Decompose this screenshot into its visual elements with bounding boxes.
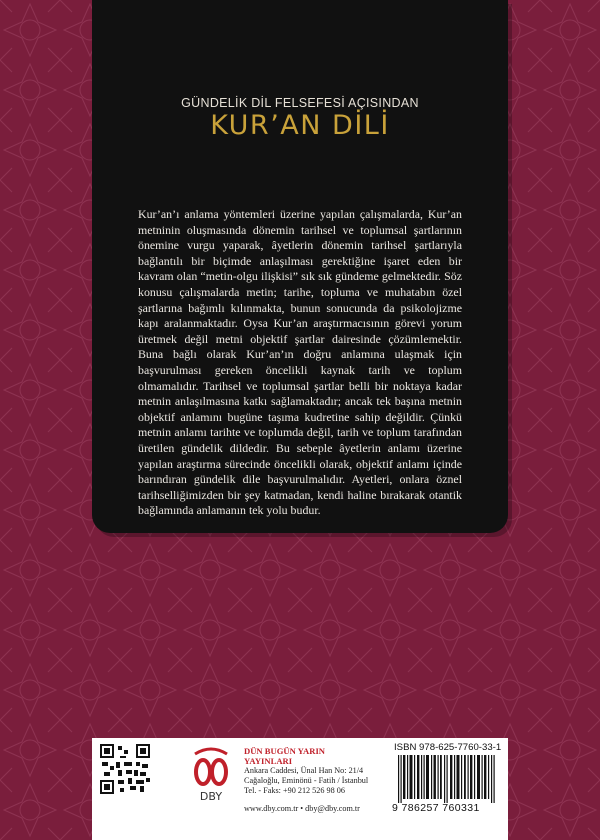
blurb-paragraph: Kur’an’ı anlama yöntemleri üzerine yapılan çalışmalarda, Kur’an metninin oluşmasında dönemin tarihsel ve toplumsal şartlarının önemine vurgu yaparak, âyetlerin dönemin tarihsel şartlarıyla bağlantılı bir biçimde anlaşılması gerektiğine işaret eden bir kavram olan “metin-olgu ilişkisi” sık sık gündeme gelmektedir. Söz konusu çalışmalarda metin; tarihe, topluma ve muhatabın özel şartlarına bağımlı kılınmakta, bunun sonucunda da psikolojizme kapı aralanmaktadır. Oysa Kur’an araştırmacısının görevi yorum üretmek değil metni objektif şartlar dairesinde çözümlemektir. Buna bağlı olarak Kur’an’ın doğru anlamına ulaşmak için başvurulması gereken öncelikli kaynak tarih ve toplum olmamalıdır. Tarihsel ve toplumsal şartlar belli bir noktaya kadar metnin anlaşılmasına katkı sağlamaktadır; ancak tek başına metnin objektif anlamını bugüne taşıma kudretine sahip değildir. Çünkü metnin anlamı tarihte ve toplumda değil, tarih ve toplum tarafından üretilen gündelik dildedir. Bu sebeple âyetlerin anlamı üzerine yapılan araştırma sürecinde öncelikli olarak, objektif anlamı içinde barındıran gündelik dile başvurulmalıdır. Ayetleri, onlara öznel tarihselliğimizden bir şey katmadan, kendi haline bırakarak otantik bağlamında anlamanın tek yolu budur.: [138, 207, 462, 518]
publisher-name: DÜN BUGÜN YARIN YAYINLARI: [244, 746, 326, 766]
publisher-details: [244, 746, 374, 814]
publisher-phone: Tel. - Faks: +90 212 526 98 06: [244, 786, 345, 795]
book-title: KUR’AN DİLİ: [210, 110, 390, 141]
back-cover-panel: [92, 0, 508, 533]
isbn-label: ISBN 978-625-7760-33-1: [394, 742, 502, 753]
publisher-info-strip: [92, 738, 508, 840]
logo-text: DBY: [199, 790, 223, 803]
publisher-address-line-1: Ankara Caddesi, Ünal Han No: 21/4: [244, 766, 364, 775]
publisher-address-line-2: Cağaloğlu, Eminönü - Fatih / İstanbul: [244, 776, 369, 785]
qr-code-icon: [100, 744, 150, 794]
publisher-web-email: www.dby.com.tr • dby@dby.com.tr: [244, 804, 360, 813]
book-subtitle: GÜNDELİK DİL FELSEFESİ AÇISINDAN: [181, 96, 419, 110]
back-cover-blurb: [138, 207, 462, 519]
isbn-barcode-digits: 9 786257 760331: [392, 802, 480, 814]
barcode-icon: [394, 755, 504, 803]
publisher-logo-icon: [187, 746, 235, 804]
